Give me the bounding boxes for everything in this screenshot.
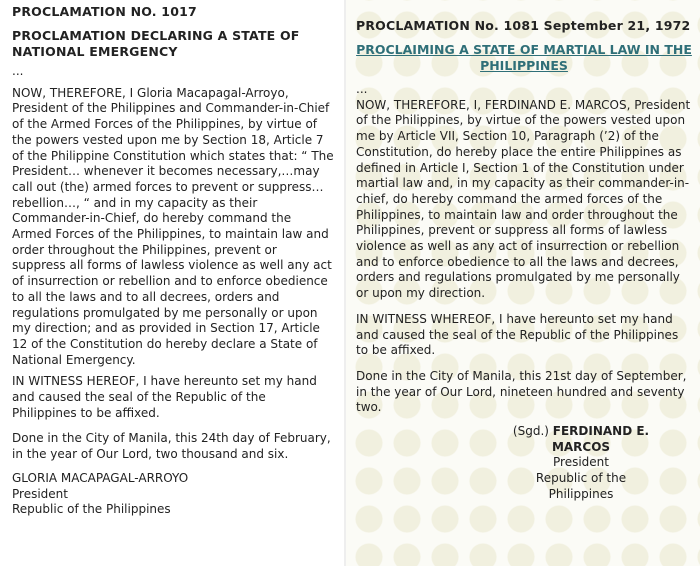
- left-witness-paragraph: IN WITNESS HEREOF, I have hereunto set my hand and caused the seal of the Republic of the Philippines to be affixed.: [12, 374, 317, 420]
- right-signature-sgd: (Sgd.): [512, 424, 549, 439]
- right-signature-name: FERDINAND E. MARCOS: [551, 424, 650, 454]
- right-signature-line: [506, 424, 656, 455]
- right-proclamation-title: PROCLAMATION No. 1081 September 21, 1972: [356, 18, 691, 33]
- left-proclamation-subtitle: PROCLAMATION DECLARING A STATE OF NATIONAL EMERGENCY: [12, 28, 300, 59]
- right-proclamation-subtitle: [356, 42, 692, 74]
- right-signature-title: President: [553, 455, 609, 470]
- right-signature-org: Republic of the Philippines: [535, 471, 627, 501]
- left-signature-org: Republic of the Philippines: [12, 502, 171, 517]
- right-done-paragraph: Done in the City of Manila, this 21st day of September, in the year of Our Lord, nineteen hundred and seventy two.: [356, 368, 687, 415]
- left-proclamation-panel: [0, 0, 344, 566]
- left-body-paragraph: NOW, THEREFORE, I Gloria Macapagal-Arroyo, President of the Philippines and Commander-in-Chief of the Armed Forces of the Philippines, by virtue of the powers vested upon me by Section 18, Article 7 of the Philippine Constitution which states that: “ The President… whenever it becomes necessary,…may call out (the) armed forces to prevent or suppress… rebellion…, “ and in my capacity as their Commander-in-Chief, do hereby command the Armed Forces of the Philippines, to maintain law and order throughout the Philippines, prevent or suppress all forms of lawless violence as well any act of insurrection or rebellion and to enforce obedience to all the laws and to all decrees, orders and regulations promulgated by me personally or upon my direction; and as provided in Section 17, Article 12 of the Constitution do hereby declare a State of National Emergency.: [12, 85, 334, 367]
- left-signature-block: [12, 471, 334, 518]
- left-ellipsis: ...: [12, 64, 24, 78]
- right-signature-block: [506, 424, 656, 503]
- right-subtitle-link[interactable]: PROCLAIMING A STATE OF MARTIAL LAW IN THE PHILIPPINES: [356, 42, 692, 73]
- left-signature-name: GLORIA MACAPAGAL-ARROYO: [12, 470, 189, 485]
- right-ellipsis: ...: [356, 82, 368, 96]
- left-signature-title: President: [12, 486, 68, 501]
- left-proclamation-title: PROCLAMATION NO. 1017: [12, 4, 197, 19]
- right-witness-paragraph: IN WITNESS WHEREOF, I have hereunto set my hand and caused the seal of the Republic of the Philippines to be affixed.: [356, 311, 679, 358]
- right-body-paragraph: NOW, THEREFORE, I, FERDINAND E. MARCOS, President of the Philippines, by virtue of the powers vested upon me by Article VII, Section 10, Paragraph (’2) of the Constitution, do hereby place the entire Philippines as defined in Article I, Section 1 of the Constitution under martial law and, in my capacity as their commander-in-chief, do hereby command the armed forces of the Philippines, to maintain law and order throughout the Philippines, prevent or suppress all forms of lawless violence as well as any act of insurrection or rebellion and to enforce obedience to all the laws and decrees, orders and regulations promulgated by me personally or upon my direction.: [356, 97, 691, 301]
- left-done-paragraph: Done in the City of Manila, this 24th day of February, in the year of Our Lord, two thousand and six.: [12, 431, 331, 462]
- right-proclamation-panel: [346, 0, 700, 566]
